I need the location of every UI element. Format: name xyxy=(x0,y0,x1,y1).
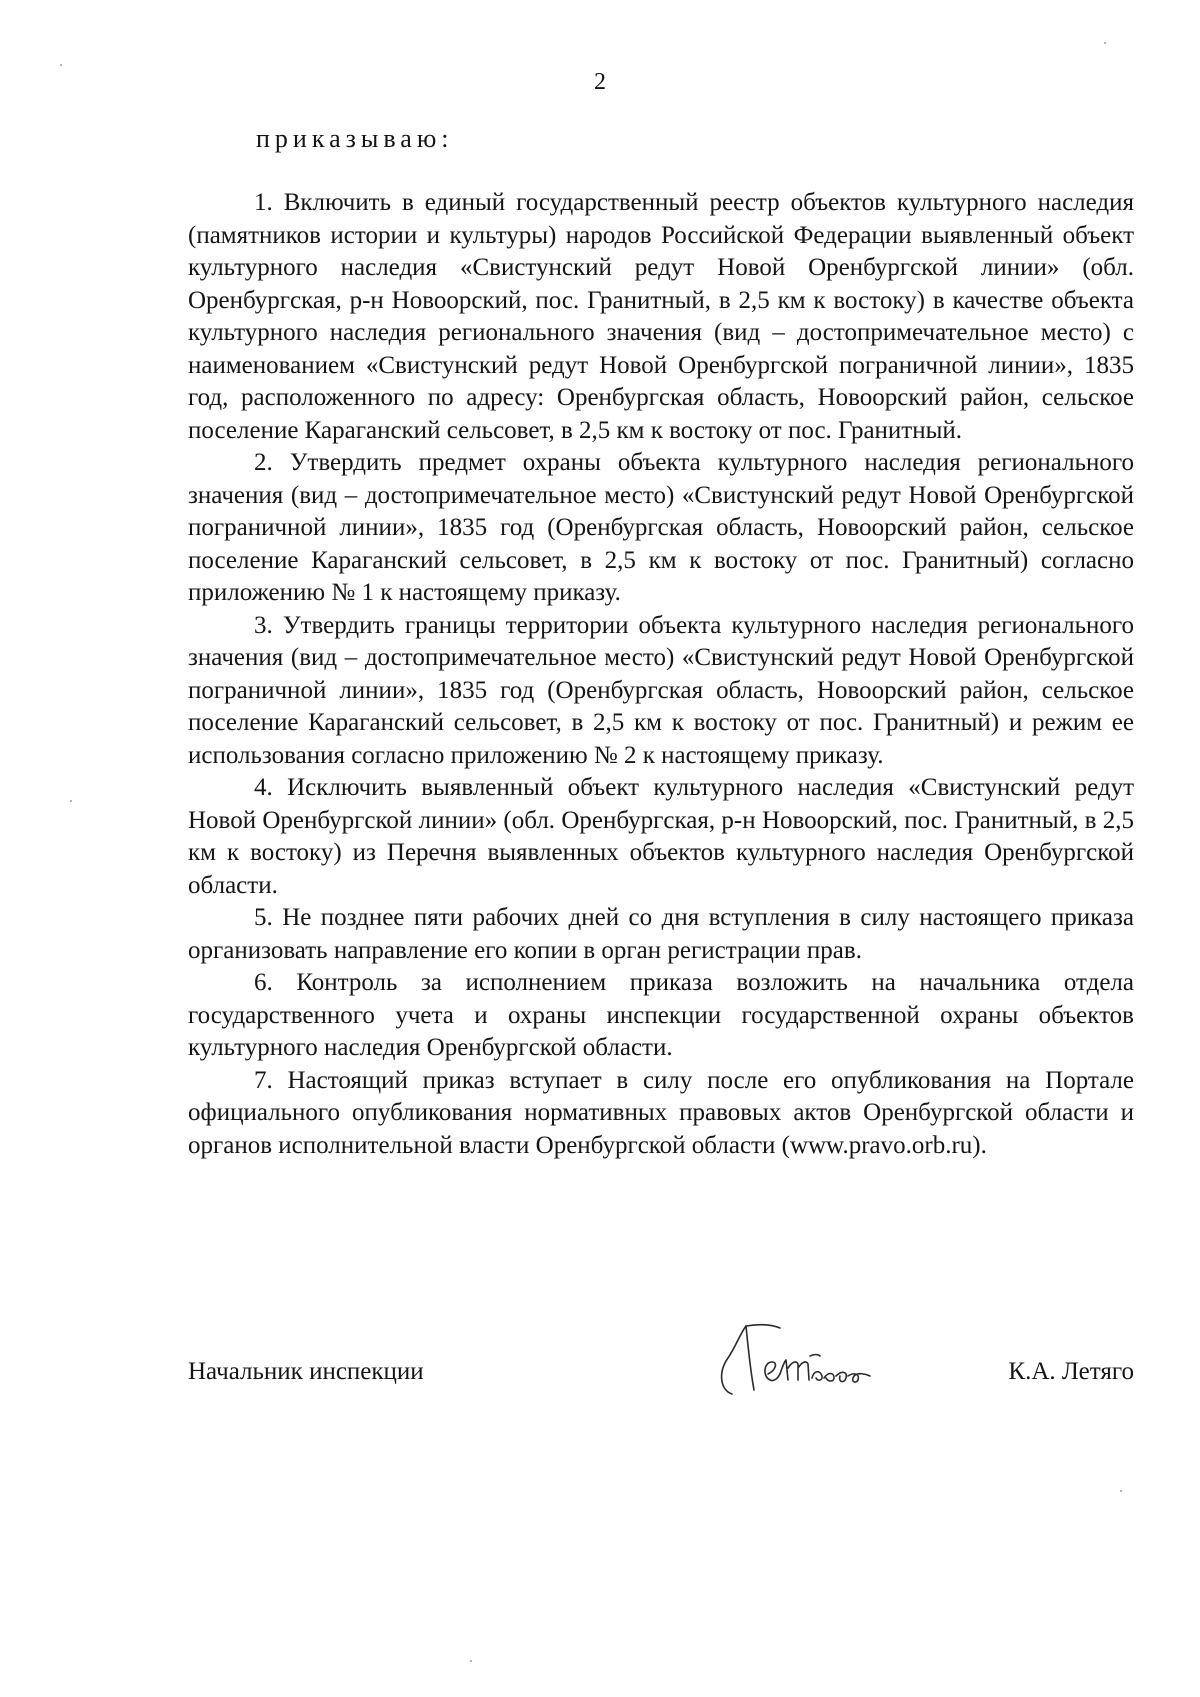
scan-speck xyxy=(1120,1490,1122,1492)
signature-block xyxy=(188,1356,1134,1436)
scan-speck xyxy=(70,800,72,802)
signatory-title: Начальник инспекции xyxy=(188,1358,424,1385)
order-item-7: 7. Настоящий приказ вступает в силу после его опубликования на Портале официального опубликования нормативных правовых актов Оренбургской области и органов исполнительной власти Оренбургской области (www.pravo.orb.ru). xyxy=(188,1066,1134,1159)
order-item-4: 4. Исключить выявленный объект культурного наследия «Свистунский редут Новой Оренбургской линии» (обл. Оренбургская, р-н Новоорский, пос. Гранитный, в 2,5 км к востоку) из Перечня выявленных объектов культурного наследия Оренбургской области. xyxy=(188,774,1134,899)
order-item-1: 1. Включить в единый государственный реестр объектов культурного наследия (памятников истории и культуры) народов Российской Федерации выявленный объект культурного наследия «Свистунский редут Новой Оренбургской линии» (обл. Оренбургская, р-н Новоорский, пос. Гранитный, в 2,5 км к востоку) в качестве объекта культурного наследия регионального значения (вид – достопримечательное место) с наименованием «Свистунский редут Новой Оренбургской пограничной линии», 1835 год, расположенного по адресу: Оренбургская область, Новоорский район, сельское поселение Караганский сельсовет, в 2,5 км к востоку от пос. Гранитный. xyxy=(188,189,1134,444)
order-heading: приказываю: xyxy=(256,124,454,153)
order-item-5: 5. Не позднее пяти рабочих дней со дня вступления в силу настоящего приказа организовать направление его копии в орган регистрации прав. xyxy=(188,904,1134,964)
page-number: 2 xyxy=(594,69,606,95)
order-item-3: 3. Утвердить границы территории объекта культурного наследия регионального значения (вид – достопримечательное место) «Свистунский редут Новой Оренбургской пограничной линии», 1835 год (Оренбургская область, Новоорский район, сельское поселение Караганский сельсовет, в 2,5 км к востоку от пос. Гранитный) и режим ее использования согласно приложению № 2 к настоящему приказу. xyxy=(188,611,1134,769)
order-body xyxy=(188,187,1134,1162)
scan-speck xyxy=(60,64,62,66)
signatory-name: К.А. Летяго xyxy=(1008,1358,1134,1385)
order-item-6: 6. Контроль за исполнением приказа возложить на начальника отдела государственного учета и охраны инспекции государственной охраны объектов культурного наследия Оренбургской области. xyxy=(188,969,1134,1061)
handwritten-signature xyxy=(710,1316,880,1406)
scan-speck xyxy=(470,1660,472,1662)
scan-speck xyxy=(1104,42,1106,44)
order-item-2: 2. Утвердить предмет охраны объекта культурного наследия регионального значения (вид – достопримечательное место) «Свистунский редут Новой Оренбургской пограничной линии», 1835 год (Оренбургская область, Новоорский район, сельское поселение Караганский сельсовет, в 2,5 км к востоку от пос. Гранитный) согласно приложению № 1 к настоящему приказу. xyxy=(188,449,1134,606)
